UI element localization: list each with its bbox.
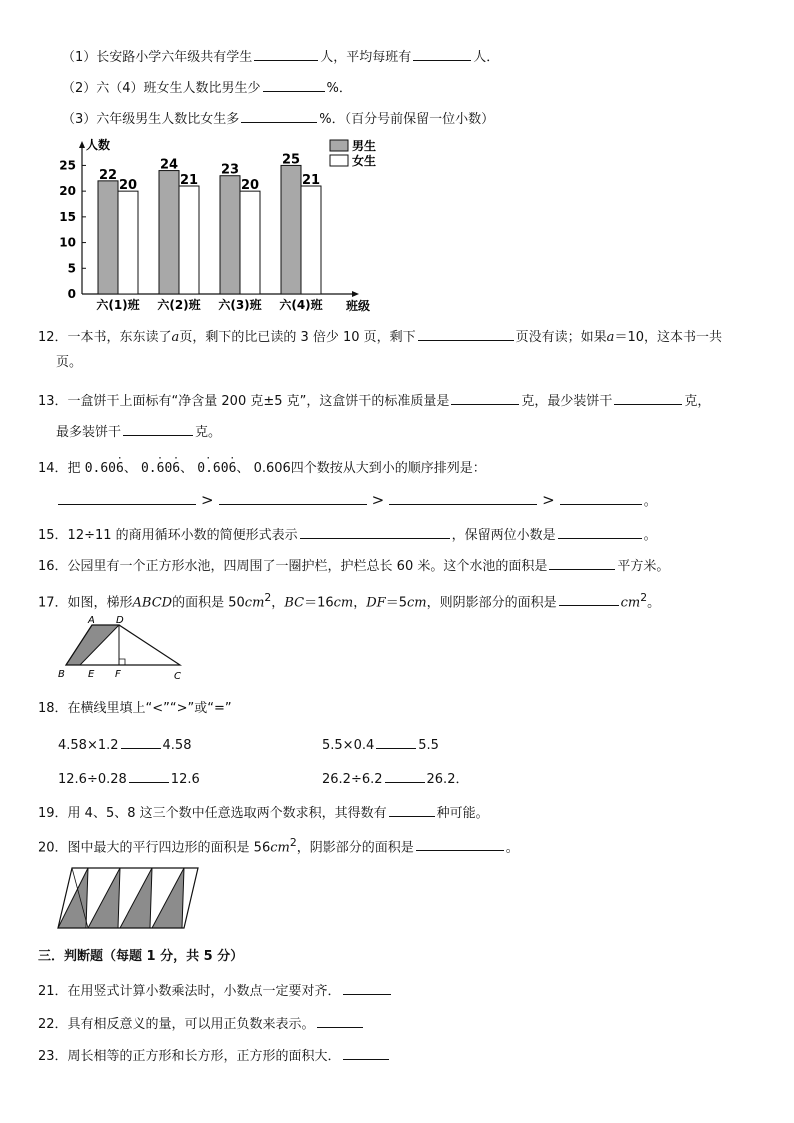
q11-sub2: （2）六（4）班女生人数比男生少 %． bbox=[62, 77, 352, 98]
label-B: B bbox=[58, 669, 65, 680]
answer-blank[interactable] bbox=[416, 836, 504, 851]
bar-data-label: 21 bbox=[301, 173, 321, 188]
repeating-decimal-3: 0.606 · · bbox=[197, 453, 237, 476]
label-E: E bbox=[88, 669, 95, 680]
legend-label: 女生 bbox=[352, 154, 377, 168]
answer-blank[interactable] bbox=[254, 46, 318, 61]
q13-cont: 最多装饼干 克。 bbox=[56, 421, 221, 442]
legend-swatch bbox=[330, 155, 348, 166]
bar-boys bbox=[98, 181, 118, 294]
label-F: F bbox=[115, 669, 121, 680]
q11-sub3: （3）六年级男生人数比女生多 %．（百分号前保留一位小数） bbox=[62, 108, 494, 129]
answer-blank[interactable] bbox=[241, 108, 317, 123]
y-tick-label: 25 bbox=[59, 158, 76, 173]
y-tick-label: 0 bbox=[67, 287, 76, 301]
bar-data-label: 21 bbox=[179, 173, 199, 188]
answer-blank[interactable] bbox=[389, 802, 435, 817]
answer-blank[interactable] bbox=[343, 980, 391, 995]
chart-bars bbox=[96, 152, 323, 312]
answer-blank[interactable] bbox=[376, 734, 416, 749]
answer-blank[interactable] bbox=[451, 390, 519, 405]
shaded-triangle bbox=[152, 868, 184, 928]
bar-boys bbox=[220, 176, 240, 294]
x-axis-label: 班级 bbox=[346, 299, 371, 313]
q18: 18．在横线里填上“<”“>”或“=” bbox=[38, 701, 232, 716]
parallelogram-figure bbox=[54, 864, 214, 934]
q19: 19．用 4、5、8 这三个数中任意选取两个数求积，其得数有 种可能。 bbox=[38, 802, 489, 823]
section-3-title: 三．判断题（每题 1 分，共 5 分） bbox=[38, 949, 244, 964]
q15: 15．12÷11 的商用循环小数的简便形式表示 ，保留两位小数是 。 bbox=[38, 524, 657, 545]
answer-blank[interactable] bbox=[58, 490, 196, 505]
bar-girls bbox=[118, 191, 138, 294]
bar-girls bbox=[179, 186, 199, 294]
q17: 17．如图，梯形ABCD的面积是 $50cm^2$，BC＝16cm，DF＝5cm，则阴影部分的面积是 $cm^2$。 bbox=[38, 591, 661, 611]
label-D: D bbox=[116, 615, 124, 626]
bar-boys bbox=[159, 171, 179, 294]
repeating-decimal-1: 0.606 · bbox=[84, 453, 124, 476]
q18-item-2: 5.5×0.4 5.5 bbox=[322, 734, 439, 755]
y-tick-label: 20 bbox=[59, 184, 76, 199]
bar-data-label: 20 bbox=[118, 178, 138, 194]
q23: 23．周长相等的正方形和长方形，正方形的面积大． bbox=[38, 1045, 391, 1066]
answer-blank[interactable] bbox=[343, 1045, 389, 1060]
q20: 20．图中最大的平行四边形的面积是 $56cm^2$，阴影部分的面积是 。 bbox=[38, 836, 519, 856]
answer-blank[interactable] bbox=[558, 524, 642, 539]
right-angle-mark bbox=[119, 659, 125, 665]
shaded-triangle bbox=[58, 868, 88, 928]
q18-item-1: 4.58×1.2 4.58 bbox=[58, 734, 191, 755]
q12-cont: 页。 bbox=[56, 355, 83, 370]
label-A: A bbox=[88, 615, 95, 626]
repeating-decimal-2: 0.606 · · bbox=[140, 453, 181, 476]
shaded-triangle bbox=[88, 868, 120, 928]
q21: 21．在用竖式计算小数乘法时，小数点一定要对齐． bbox=[38, 980, 393, 1001]
answer-blank[interactable] bbox=[300, 524, 450, 539]
q12: 12．一本书，东东读了a页，剩下的比已读的 3 倍少 10 页，剩下 页没有读；如果a＝10，这本书一共 bbox=[38, 326, 722, 347]
label-C: C bbox=[174, 671, 181, 682]
answer-blank[interactable] bbox=[121, 734, 161, 749]
y-axis-arrow bbox=[79, 141, 85, 148]
answer-blank[interactable] bbox=[418, 326, 514, 341]
category-label: 六(1)班 bbox=[96, 298, 140, 312]
shaded-parallelogram bbox=[66, 625, 119, 665]
y-tick-label: 15 bbox=[59, 209, 76, 224]
answer-blank[interactable] bbox=[413, 46, 471, 61]
bar-data-label: 20 bbox=[240, 178, 260, 194]
bar-boys bbox=[281, 165, 301, 294]
answer-blank[interactable] bbox=[560, 490, 642, 505]
q18-item-4: 26.2÷6.2 26.2． bbox=[322, 768, 468, 789]
legend-swatch bbox=[330, 140, 348, 151]
answer-blank[interactable] bbox=[317, 1013, 363, 1028]
bar-data-label: 22 bbox=[98, 167, 118, 183]
y-tick-label: 10 bbox=[59, 235, 76, 250]
category-label: 六(2)班 bbox=[157, 298, 201, 312]
category-label: 六(4)班 bbox=[279, 298, 323, 312]
q18-item-3: 12.6÷0.28 12.6 bbox=[58, 768, 200, 789]
legend-label: 男生 bbox=[352, 139, 377, 153]
q14-answer-line: > > > 。 bbox=[56, 490, 657, 511]
bar-data-label: 23 bbox=[220, 162, 240, 178]
bar-girls bbox=[301, 186, 321, 294]
chart-legend bbox=[330, 138, 376, 168]
answer-blank[interactable] bbox=[614, 390, 682, 405]
q11-sub1: （1）长安路小学六年级共有学生 人，平均每班有 人． bbox=[62, 46, 499, 67]
answer-blank[interactable] bbox=[219, 490, 367, 505]
q13: 13．一盒饼干上面标有“净含量 200 克±5 克”，这盒饼干的标准质量是 克，最少装饼干 克， bbox=[38, 390, 710, 411]
bar-data-label: 24 bbox=[159, 157, 179, 173]
bar-data-label: 25 bbox=[281, 152, 301, 168]
q16: 16．公园里有一个正方形水池，四周围了一圈护栏，护栏总长 60 米。这个水池的面积是 平方米。 bbox=[38, 555, 669, 576]
trapezoid-figure bbox=[52, 615, 192, 685]
answer-blank[interactable] bbox=[129, 768, 169, 783]
answer-blank[interactable] bbox=[263, 77, 325, 92]
answer-blank[interactable] bbox=[389, 490, 537, 505]
answer-blank[interactable] bbox=[549, 555, 615, 570]
q22: 22．具有相反意义的量，可以用正负数来表示。 bbox=[38, 1013, 365, 1034]
y-axis-label: 人数 bbox=[86, 138, 111, 152]
answer-blank[interactable] bbox=[559, 591, 619, 606]
bar-girls bbox=[240, 191, 260, 294]
answer-blank[interactable] bbox=[385, 768, 425, 783]
shaded-triangle bbox=[120, 868, 152, 928]
answer-blank[interactable] bbox=[123, 421, 193, 436]
bar-chart bbox=[52, 136, 392, 314]
q14: 14．把 0.606 · 、 0.606 · · 、 0.606 · · 、 0.606四个数按从大到小的顺序排列是： bbox=[38, 453, 486, 476]
y-tick-label: 5 bbox=[67, 261, 76, 276]
x-axis-arrow bbox=[352, 291, 359, 297]
category-label: 六(3)班 bbox=[218, 298, 262, 312]
